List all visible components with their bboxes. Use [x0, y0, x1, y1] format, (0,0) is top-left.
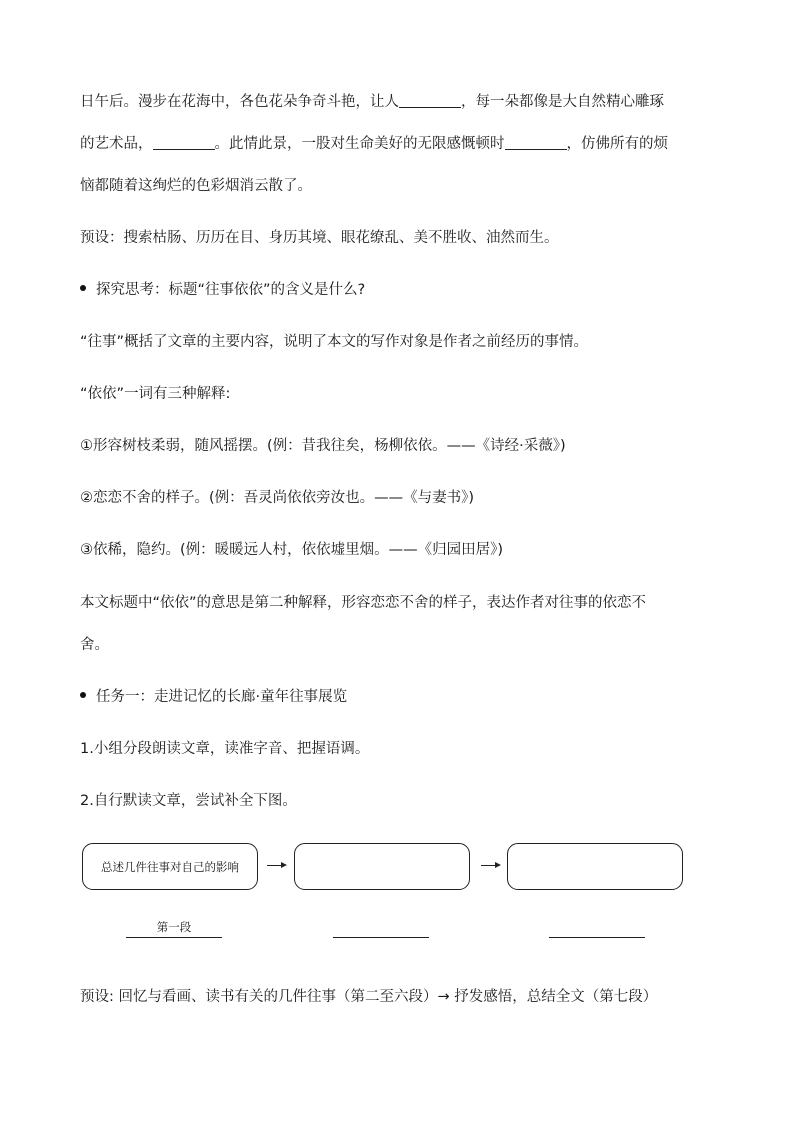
- wangshi-explanation: “往事”概括了文章的主要内容，说明了本文的写作对象是作者之前经历的事情。: [80, 334, 589, 350]
- bullet-icon: [80, 692, 86, 698]
- caption-1: 第一段: [156, 920, 192, 934]
- conclusion-line-2: 舍。: [80, 637, 109, 653]
- task1-heading: 任务一：走进记忆的长廊·童年往事展览: [80, 690, 720, 705]
- answer-line-2[interactable]: [333, 937, 429, 938]
- flow-box-3[interactable]: [507, 843, 683, 890]
- paragraph-line-2: 的艺术品， 。此情此景，一股对生命美好的无限感慨顿时 ，仿佛所有的烦: [80, 136, 668, 152]
- fill-blank-2[interactable]: [153, 137, 215, 150]
- meaning-1: ①形容树枝柔弱，随风摇摆。(例：昔我往矣，杨柳依依。——《诗经·采薇》): [80, 438, 566, 454]
- explore-heading: 探究思考：标题“往事依依”的含义是什么?: [80, 283, 720, 298]
- step-2: 2.自行默读文章，尝试补全下图。: [80, 793, 297, 809]
- fill-blank-3[interactable]: [505, 137, 567, 150]
- paragraph-line-3: 恼都随着这绚烂的色彩烟消云散了。: [80, 178, 312, 194]
- answer-line-1: [126, 937, 222, 938]
- step-1: 1.小组分段朗读文章，读准字音、把握语调。: [80, 741, 370, 757]
- preset-answer-2: 预设: 回忆与看画、读书有关的几件往事（第二至六段）→ 抒发感悟，总结全文（第七段）: [80, 989, 658, 1005]
- paragraph-line-1: 日午后。漫步在花海中，各色花朵争奇斗艳，让人 ，每一朵都像是大自然精心雕琢: [80, 94, 664, 110]
- bullet-icon: [80, 285, 86, 291]
- arrow-right-icon: [481, 865, 499, 866]
- meaning-3: ③依稀，隐约。(例：暖暖远人村，依依墟里烟。——《归园田居》): [80, 542, 504, 558]
- flow-box-2[interactable]: [294, 843, 470, 890]
- meaning-2: ②恋恋不舍的样子。(例：吾灵尚依依旁汝也。——《与妻书》): [80, 490, 475, 506]
- fill-blank-1[interactable]: [399, 95, 461, 108]
- flow-box-1: 总述几件往事对自己的影响: [82, 843, 258, 890]
- answer-line-3[interactable]: [549, 937, 645, 938]
- preset-answer: 预设：搜索枯肠、历历在目、身历其境、眼花缭乱、美不胜收、油然而生。: [80, 230, 559, 246]
- yiyi-intro: “依依”一词有三种解释:: [80, 386, 231, 402]
- arrow-right-icon: [267, 865, 285, 866]
- conclusion-line-1: 本文标题中“依依”的意思是第二种解释，形容恋恋不舍的样子，表达作者对往事的依恋不: [80, 595, 647, 611]
